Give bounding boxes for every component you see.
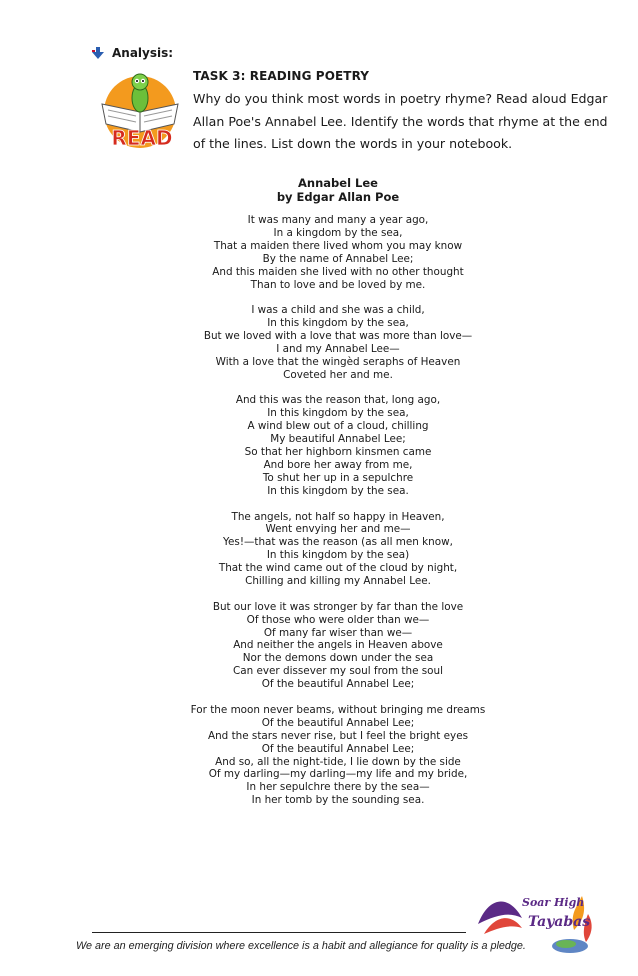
poem-line: Can ever dissever my soul from the soul — [232, 665, 444, 678]
poem-line: And this was the reason that, long ago, — [235, 394, 441, 407]
poem-line: Chilling and killing my Annabel Lee. — [245, 575, 431, 588]
task-instructions — [193, 88, 608, 156]
poem-author: by Edgar Allan Poe — [276, 190, 400, 204]
poem-line: Of the beautiful Annabel Lee; — [261, 742, 415, 755]
arrow-bullet-icon — [92, 47, 104, 59]
poem-line: In her sepulchre there by the sea— — [246, 781, 430, 794]
poem-line: Went envying her and me— — [265, 523, 411, 536]
poem-line: Of many far wiser than we— — [263, 626, 413, 639]
poem-line: With a love that the wingèd seraphs of Heaven — [215, 355, 461, 368]
poem-line: In a kingdom by the sea, — [273, 226, 403, 239]
poem-line: To shut her up in a sepulchre — [262, 471, 414, 484]
poem-line: Of my darling—my darling—my life and my bride, — [208, 768, 468, 781]
poem-line: So that her highborn kinsmen came — [244, 446, 432, 459]
poem-line: That a maiden there lived whom you may know — [213, 239, 463, 252]
poem-line: In this kingdom by the sea, — [267, 317, 409, 330]
poem-line: But we loved with a love that was more than love— — [203, 330, 473, 343]
task-line: of the lines. List down the words in your notebook. — [193, 136, 513, 152]
analysis-heading — [92, 46, 173, 60]
task-title: TASK 3: READING POETRY — [193, 69, 370, 83]
poem-line: Than to love and be loved by me. — [250, 278, 426, 291]
poem-stanza — [0, 304, 638, 381]
poem-line: By the name of Annabel Lee; — [262, 252, 414, 265]
poem-line: Yes!—that was the reason (as all men know, — [223, 536, 453, 549]
poem-line: Nor the demons down under the sea — [242, 652, 434, 665]
poem-body — [0, 214, 638, 820]
poem-stanza — [0, 704, 638, 807]
poem-stanza — [0, 601, 638, 691]
brand-line2: Tayabas — [528, 914, 591, 930]
task-line: Allan Poe's Annabel Lee. Identify the words that rhyme at the end — [193, 113, 608, 129]
poem-line: In this kingdom by the sea. — [267, 484, 409, 497]
poem-line: And neither the angels in Heaven above — [233, 639, 443, 652]
poem-line: And this maiden she lived with no other thought — [212, 265, 464, 278]
footer-divider — [92, 932, 466, 933]
poem-line: In this kingdom by the sea) — [266, 549, 410, 562]
poem-line: And bore her away from me, — [263, 459, 413, 471]
poem-title: Annabel Lee — [298, 176, 378, 190]
poem-line: That the wind came out of the cloud by night, — [218, 562, 458, 575]
poem-line: Of the beautiful Annabel Lee; — [261, 678, 415, 691]
poem-line: In her tomb by the sounding sea. — [251, 794, 425, 807]
poem-line: It was many and many a year ago, — [247, 214, 429, 226]
poem-stanza — [0, 394, 638, 497]
read-bookworm-logo — [96, 68, 188, 150]
poem-line: A wind blew out of a cloud, chilling — [247, 420, 429, 433]
footer-motto: We are an emerging division where excellence is a habit and allegiance for quality is a pledge. — [76, 940, 526, 952]
poem-line: I was a child and she was a child, — [251, 304, 425, 317]
poem-stanza — [0, 511, 638, 588]
poem-line: Coveted her and me. — [283, 368, 393, 381]
poem-line: My beautiful Annabel Lee; — [270, 433, 406, 446]
poem-line: For the moon never beams, without bringing me dreams — [190, 703, 486, 716]
poem-stanza — [0, 214, 638, 291]
poem-line: In this kingdom by the sea, — [267, 407, 409, 420]
task-line: Why do you think most words in poetry rhyme? Read aloud Edgar — [193, 91, 608, 106]
soar-high-tayabas-logo — [470, 884, 600, 956]
poem-line: And the stars never rise, but I feel the bright eyes — [207, 729, 469, 742]
poem-line: And so, all the night-tide, I lie down by the side — [215, 755, 461, 768]
poem-line: But our love it was stronger by far than the love — [212, 600, 464, 613]
poem-line: I and my Annabel Lee— — [276, 342, 400, 355]
read-logo-text: READ — [111, 126, 173, 150]
poem-line: The angels, not half so happy in Heaven, — [231, 510, 445, 523]
analysis-label: Analysis: — [112, 46, 174, 60]
brand-line1: Soar High — [522, 896, 585, 909]
poem-line: Of the beautiful Annabel Lee; — [261, 716, 415, 729]
poem-line: Of those who were older than we— — [246, 613, 430, 626]
